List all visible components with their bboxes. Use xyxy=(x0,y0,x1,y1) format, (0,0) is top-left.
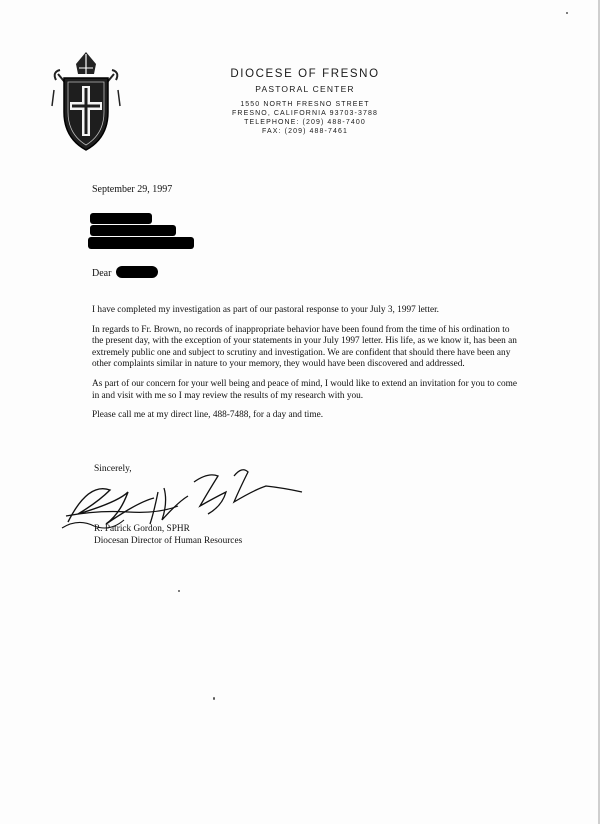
pastoral-center: PASTORAL CENTER xyxy=(255,84,355,94)
closing: Sincerely, xyxy=(94,464,132,474)
redacted-recipient-line-1 xyxy=(90,213,152,224)
scan-speck xyxy=(178,590,180,592)
redacted-recipient-line-2 xyxy=(90,225,176,236)
scan-speck xyxy=(566,12,568,14)
redacted-recipient-name xyxy=(116,266,158,278)
signer-name: R. Patrick Gordon, SPHR xyxy=(94,524,190,534)
signer-title: Diocesan Director of Human Resources xyxy=(94,536,243,546)
scan-speck xyxy=(213,697,215,700)
letter-body xyxy=(92,305,522,430)
paragraph-1: I have completed my investigation as part of our pastoral response to your July 3, 1997 letter. xyxy=(92,305,440,315)
street-address: 1550 NORTH FRESNO STREET xyxy=(240,101,370,108)
salutation-text: Dear xyxy=(92,268,112,279)
redacted-recipient-line-3 xyxy=(88,237,194,249)
salutation xyxy=(92,268,111,279)
letter-date: September 29, 1997 xyxy=(92,184,173,195)
letterhead xyxy=(200,68,410,136)
paragraph-2: In regards to Fr. Brown, no records of inappropriate behavior have been found from the time of his ordination to the present day, with the exception of your statements in your July 1997 letter. His life, as we know it, has been an extremely public one and subject to scrutiny and investigation. We are confident that should there have been any other complaints similar in nature to your memory, they would have been discovered and addressed. xyxy=(92,324,517,370)
diocese-crest-icon xyxy=(50,50,122,154)
address-block xyxy=(200,100,410,136)
paragraph-3: As part of our concern for your well being and peace of mind, I would like to extend an invitation for you to come in and visit with me so I may review the results of my research with you. xyxy=(92,378,517,401)
telephone: TELEPHONE: (209) 488-7400 xyxy=(244,119,366,126)
city-address: FRESNO, CALIFORNIA 93703-3788 xyxy=(232,110,378,117)
paragraph-4: Please call me at my direct line, 488-7488, for a day and time. xyxy=(92,410,324,421)
organization-name: DIOCESE OF FRESNO xyxy=(230,68,380,80)
fax: FAX: (209) 488-7461 xyxy=(262,128,348,135)
